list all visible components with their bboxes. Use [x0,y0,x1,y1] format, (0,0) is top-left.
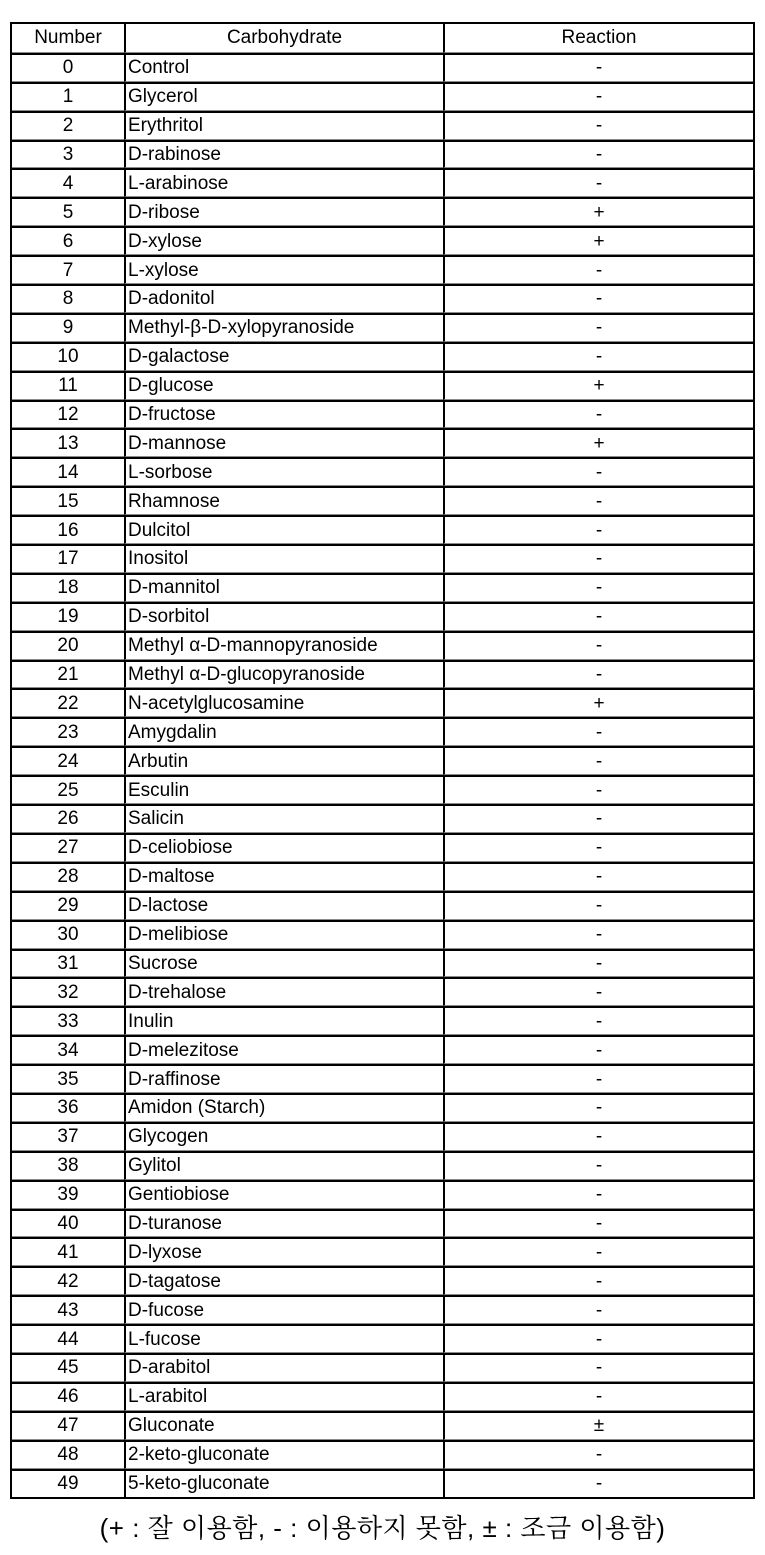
carbohydrate-cell: 2-keto-gluconate [124,1440,443,1469]
row-number-cell: 8 [12,284,124,313]
carbohydrate-cell: L-arabinose [124,168,443,197]
row-number-cell: 0 [12,53,124,82]
carbohydrate-cell: L-xylose [124,255,443,284]
table-row [12,1411,753,1440]
row-number-cell: 23 [12,717,124,746]
table-row [12,1093,753,1122]
row-number-cell: 30 [12,920,124,949]
carbohydrate-cell: D-lactose [124,891,443,920]
table-row [12,313,753,342]
reaction-cell: - [443,486,753,515]
carbohydrate-cell: Glycogen [124,1122,443,1151]
carbohydrate-cell: D-mannitol [124,573,443,602]
reaction-cell: - [443,833,753,862]
table-row [12,1440,753,1469]
table-row [12,1469,753,1498]
carbohydrate-cell: Gylitol [124,1151,443,1180]
row-number-cell: 28 [12,862,124,891]
carbohydrate-cell: Salicin [124,804,443,833]
row-number-cell: 36 [12,1093,124,1122]
row-number-cell: 31 [12,949,124,978]
table-row [12,140,753,169]
reaction-cell: - [443,342,753,371]
row-number-cell: 21 [12,660,124,689]
table-row [12,82,753,111]
reaction-cell: - [443,515,753,544]
reaction-cell: - [443,949,753,978]
table-row [12,400,753,429]
table-row [12,1266,753,1295]
row-number-cell: 9 [12,313,124,342]
row-number-cell: 3 [12,140,124,169]
table-row [12,977,753,1006]
row-number-cell: 43 [12,1295,124,1324]
reaction-cell: - [443,920,753,949]
row-number-cell: 34 [12,1035,124,1064]
table-row [12,1180,753,1209]
row-number-cell: 22 [12,688,124,717]
carbohydrate-cell: Gluconate [124,1411,443,1440]
row-number-cell: 49 [12,1469,124,1498]
row-number-cell: 20 [12,631,124,660]
row-number-cell: 35 [12,1064,124,1093]
carbohydrate-cell: N-acetylglucosamine [124,688,443,717]
carbohydrate-cell: L-arabitol [124,1382,443,1411]
table-row [12,371,753,400]
carbohydrate-cell: D-trehalose [124,977,443,1006]
carbohydrate-cell: Sucrose [124,949,443,978]
row-number-cell: 44 [12,1324,124,1353]
reaction-cell: - [443,891,753,920]
table-row [12,428,753,457]
carbohydrate-cell: D-celiobiose [124,833,443,862]
header-row [12,24,753,53]
symbol-legend: (+ : 잘 이용함, - : 이용하지 못함, ± : 조금 이용함) [99,1513,666,1543]
table-row [12,833,753,862]
table-row [12,1237,753,1266]
table-row [12,1353,753,1382]
carbohydrate-cell: D-lyxose [124,1237,443,1266]
row-number-cell: 39 [12,1180,124,1209]
reaction-cell: - [443,53,753,82]
table-row [12,688,753,717]
reaction-cell: - [443,631,753,660]
reaction-cell: - [443,140,753,169]
table-row [12,1295,753,1324]
table-row [12,486,753,515]
reaction-cell: - [443,804,753,833]
table-row [12,1122,753,1151]
reaction-cell: - [443,1180,753,1209]
carbohydrate-cell: Dulcitol [124,515,443,544]
table-row [12,660,753,689]
carbohydrate-cell: Arbutin [124,746,443,775]
carbohydrate-cell: D-rabinose [124,140,443,169]
reaction-cell: - [443,284,753,313]
reaction-cell: - [443,1151,753,1180]
carbohydrate-cell: 5-keto-gluconate [124,1469,443,1498]
reaction-cell: - [443,313,753,342]
carbohydrate-cell: Inulin [124,1006,443,1035]
row-number-cell: 6 [12,226,124,255]
table-row [12,920,753,949]
carbohydrate-cell: D-raffinose [124,1064,443,1093]
row-number-cell: 38 [12,1151,124,1180]
carbohydrate-cell: Rhamnose [124,486,443,515]
carbohydrate-cell: L-sorbose [124,457,443,486]
carbohydrate-cell: D-mannose [124,428,443,457]
table-row [12,515,753,544]
carbohydrate-cell: Inositol [124,544,443,573]
reaction-cell: - [443,1064,753,1093]
reaction-cell: - [443,1006,753,1035]
carbohydrate-cell: D-xylose [124,226,443,255]
row-number-cell: 29 [12,891,124,920]
carbohydrate-cell: Methyl α-D-mannopyranoside [124,631,443,660]
row-number-cell: 48 [12,1440,124,1469]
carbohydrate-cell: D-adonitol [124,284,443,313]
table-row [12,1035,753,1064]
row-number-cell: 37 [12,1122,124,1151]
row-number-cell: 33 [12,1006,124,1035]
row-number-cell: 47 [12,1411,124,1440]
row-number-cell: 1 [12,82,124,111]
table-row [12,746,753,775]
row-number-cell: 11 [12,371,124,400]
carbohydrate-cell: D-galactose [124,342,443,371]
reaction-cell: ± [443,1411,753,1440]
table-row [12,1151,753,1180]
reaction-cell: - [443,1324,753,1353]
carbohydrate-cell: Control [124,53,443,82]
reaction-cell: - [443,400,753,429]
carbohydrate-cell: D-melibiose [124,920,443,949]
table-row [12,1006,753,1035]
row-number-cell: 5 [12,197,124,226]
row-number-cell: 40 [12,1209,124,1238]
row-number-cell: 24 [12,746,124,775]
carbohydrate-cell: Erythritol [124,111,443,140]
row-number-cell: 26 [12,804,124,833]
reaction-cell: + [443,197,753,226]
table-header [12,24,753,53]
reaction-cell: - [443,457,753,486]
reaction-cell: - [443,1209,753,1238]
table-row [12,1382,753,1411]
carbohydrate-cell: D-melezitose [124,1035,443,1064]
row-number-cell: 45 [12,1353,124,1382]
reaction-cell: - [443,1469,753,1498]
row-number-cell: 7 [12,255,124,284]
table-row [12,775,753,804]
table-row [12,255,753,284]
table-row [12,949,753,978]
table-row [12,342,753,371]
header-number: Number [12,24,124,53]
table-row [12,226,753,255]
table-row [12,631,753,660]
reaction-cell: - [443,1122,753,1151]
row-number-cell: 2 [12,111,124,140]
carbohydrate-cell: D-ribose [124,197,443,226]
table-row [12,53,753,82]
header-reaction: Reaction [443,24,753,53]
carbohydrate-cell: D-fructose [124,400,443,429]
table-row [12,862,753,891]
row-number-cell: 18 [12,573,124,602]
row-number-cell: 10 [12,342,124,371]
reaction-cell: + [443,688,753,717]
carbohydrate-reaction-table [10,22,755,1499]
row-number-cell: 12 [12,400,124,429]
reaction-cell: - [443,1266,753,1295]
table-row [12,1064,753,1093]
row-number-cell: 32 [12,977,124,1006]
reaction-cell: + [443,371,753,400]
table-row [12,284,753,313]
reaction-cell: - [443,1382,753,1411]
table-row [12,573,753,602]
table-row [12,602,753,631]
row-number-cell: 19 [12,602,124,631]
table-row [12,168,753,197]
row-number-cell: 42 [12,1266,124,1295]
carbohydrate-cell: Amidon (Starch) [124,1093,443,1122]
carbohydrate-cell: Amygdalin [124,717,443,746]
reaction-cell: + [443,226,753,255]
reaction-cell: - [443,977,753,1006]
table-row [12,1324,753,1353]
reaction-cell: - [443,775,753,804]
reaction-cell: - [443,1353,753,1382]
table-row [12,197,753,226]
reaction-cell: - [443,1093,753,1122]
carbohydrate-cell: Methyl-β-D-xylopyranoside [124,313,443,342]
carbohydrate-cell: D-turanose [124,1209,443,1238]
row-number-cell: 17 [12,544,124,573]
row-number-cell: 27 [12,833,124,862]
reaction-cell: - [443,255,753,284]
carbohydrate-cell: Glycerol [124,82,443,111]
carbohydrate-cell: Gentiobiose [124,1180,443,1209]
table-row [12,1209,753,1238]
table-row [12,717,753,746]
reaction-cell: - [443,862,753,891]
carbohydrate-cell: D-sorbitol [124,602,443,631]
reaction-cell: - [443,111,753,140]
carbohydrate-cell: D-maltose [124,862,443,891]
reaction-cell: - [443,602,753,631]
carbohydrate-cell: Esculin [124,775,443,804]
reaction-cell: - [443,1440,753,1469]
reaction-cell: - [443,1295,753,1324]
reaction-cell: - [443,168,753,197]
carbohydrate-cell: Methyl α-D-glucopyranoside [124,660,443,689]
reaction-cell: - [443,660,753,689]
reaction-cell: - [443,82,753,111]
carbohydrate-cell: D-tagatose [124,1266,443,1295]
row-number-cell: 15 [12,486,124,515]
row-number-cell: 46 [12,1382,124,1411]
carbohydrate-cell: L-fucose [124,1324,443,1353]
table-row [12,457,753,486]
reaction-cell: - [443,717,753,746]
row-number-cell: 16 [12,515,124,544]
reaction-cell: + [443,428,753,457]
reaction-cell: - [443,573,753,602]
row-number-cell: 41 [12,1237,124,1266]
table-body [12,53,753,1498]
table-row [12,544,753,573]
reaction-cell: - [443,746,753,775]
table-row [12,891,753,920]
reaction-cell: - [443,1237,753,1266]
carbohydrate-cell: D-glucose [124,371,443,400]
row-number-cell: 25 [12,775,124,804]
reaction-cell: - [443,1035,753,1064]
carbohydrate-cell: D-arabitol [124,1353,443,1382]
reaction-cell: - [443,544,753,573]
table-row [12,111,753,140]
row-number-cell: 13 [12,428,124,457]
row-number-cell: 4 [12,168,124,197]
header-carbohydrate: Carbohydrate [124,24,443,53]
table-row [12,804,753,833]
row-number-cell: 14 [12,457,124,486]
carbohydrate-cell: D-fucose [124,1295,443,1324]
